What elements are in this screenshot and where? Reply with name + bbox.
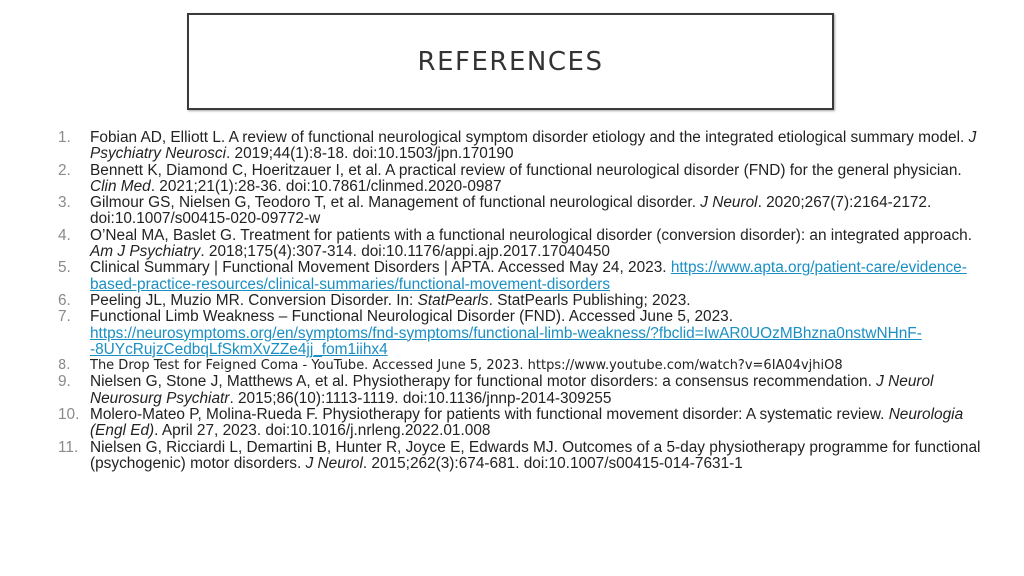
reference-details: . 2019;44(1):8-18. doi:10.1503/jpn.170190 xyxy=(226,145,514,163)
reference-number: 5. xyxy=(58,259,71,277)
journal-name: Am J Psychiatry xyxy=(90,243,201,261)
reference-item-10 xyxy=(58,407,988,440)
reference-item-5 xyxy=(58,260,988,293)
reference-link[interactable]: https://neurosymptoms.org/en/symptoms/fnd-symptoms/functional-limb-weakness/?fbclid=IwAR0UOzMBhzna0nstwNHnF--8UYcRujzCedbqLfSkmXvZZe4jj_fom1iihx4 xyxy=(90,324,922,358)
reference-text: Peeling JL, Muzio MR. Conversion Disorder. In: xyxy=(90,291,418,309)
reference-text: O’Neal MA, Baslet G. Treatment for patients with a functional neurological disorder (conversion disorder): an integrated approach. xyxy=(90,226,972,244)
reference-text: Gilmour GS, Nielsen G, Teodoro T, et al. Management of functional neurological disorder. xyxy=(90,194,701,212)
reference-details: . StatPearls Publishing; 2023. xyxy=(488,291,691,309)
reference-item-3 xyxy=(58,195,988,228)
journal-name: Neurologia (Engl Ed) xyxy=(90,406,964,440)
reference-number: 2. xyxy=(58,161,71,179)
journal-name: Clin Med xyxy=(90,177,151,195)
title-box xyxy=(187,13,834,110)
reference-item-2 xyxy=(58,163,988,196)
reference-list xyxy=(58,130,988,472)
reference-item-7 xyxy=(58,309,988,358)
journal-name: J Neurol xyxy=(700,194,758,212)
reference-number: 10. xyxy=(58,406,80,424)
reference-text: The Drop Test for Feigned Coma - YouTube. Accessed June 5, 2023. https://www.youtube.com/watch?v=6IA04vjhiO8 xyxy=(90,358,843,374)
reference-item-11 xyxy=(58,440,988,473)
reference-number: 9. xyxy=(58,373,71,391)
reference-number: 11. xyxy=(58,438,79,456)
reference-number: 1. xyxy=(58,129,71,146)
reference-text: Functional Limb Weakness – Functional Neurological Disorder (FND). Accessed June 5, 2023. xyxy=(90,308,734,326)
reference-number: 4. xyxy=(58,226,71,244)
reference-item-6 xyxy=(58,293,988,309)
reference-details: . 2015;262(3):674-681. doi:10.1007/s00415-014-7631-1 xyxy=(362,454,743,472)
reference-item-8 xyxy=(58,358,988,374)
reference-item-9 xyxy=(58,374,988,407)
reference-number: 7. xyxy=(58,308,71,326)
reference-text: Nielsen G, Ricciardi L, Demartini B, Hunter R, Joyce E, Edwards MJ. Outcomes of a 5-day physiotherapy programme for functional (psychogenic) motor disorders. xyxy=(90,438,981,472)
reference-number: 6. xyxy=(58,291,71,309)
reference-item-4 xyxy=(58,228,988,261)
journal-name: J Neurol xyxy=(305,454,363,472)
reference-text: Bennett K, Diamond C, Hoeritzauer I, et al. A practical review of functional neurological disorder (FND) for the general physician. xyxy=(90,161,962,179)
reference-details: . 2021;21(1):28-36. doi:10.7861/clinmed.2020-0987 xyxy=(150,177,502,195)
reference-link[interactable]: https://www.apta.org/patient-care/evidence-based-practice-resources/clinical-summaries/functional-movement-disorders xyxy=(90,259,967,293)
reference-text: Clinical Summary | Functional Movement Disorders | APTA. Accessed May 24, 2023. xyxy=(90,259,671,277)
reference-text: Molero-Mateo P, Molina-Rueda F. Physiotherapy for patients with functional movement disorder: A systematic review. xyxy=(90,406,889,424)
reference-details: . 2015;86(10):1113-1119. doi:10.1136/jnnp-2014-309255 xyxy=(229,389,612,407)
page-title: REFERENCES xyxy=(417,46,604,77)
reference-text: Fobian AD, Elliott L. A review of functional neurological symptom disorder etiology and the integrated etiological summary model. xyxy=(90,129,969,146)
reference-number: 3. xyxy=(58,194,71,212)
reference-details: . 2018;175(4):307-314. doi:10.1176/appi.ajp.2017.17040450 xyxy=(200,243,610,261)
reference-details: . 2020;267(7):2164-2172. doi:10.1007/s00415-020-09772-w xyxy=(90,194,932,228)
reference-number: 8. xyxy=(58,358,71,374)
reference-item-1 xyxy=(58,130,988,163)
journal-name: J Neurol Neurosurg Psychiatr xyxy=(90,373,934,407)
reference-details: . April 27, 2023. doi:10.1016/j.nrleng.2022.01.008 xyxy=(154,422,491,440)
journal-name: J Psychiatry Neurosci xyxy=(90,129,977,163)
journal-name: StatPearls xyxy=(417,291,489,309)
reference-text: Nielsen G, Stone J, Matthews A, et al. Physiotherapy for functional motor disorders: a consensus recommendation. xyxy=(90,373,877,391)
